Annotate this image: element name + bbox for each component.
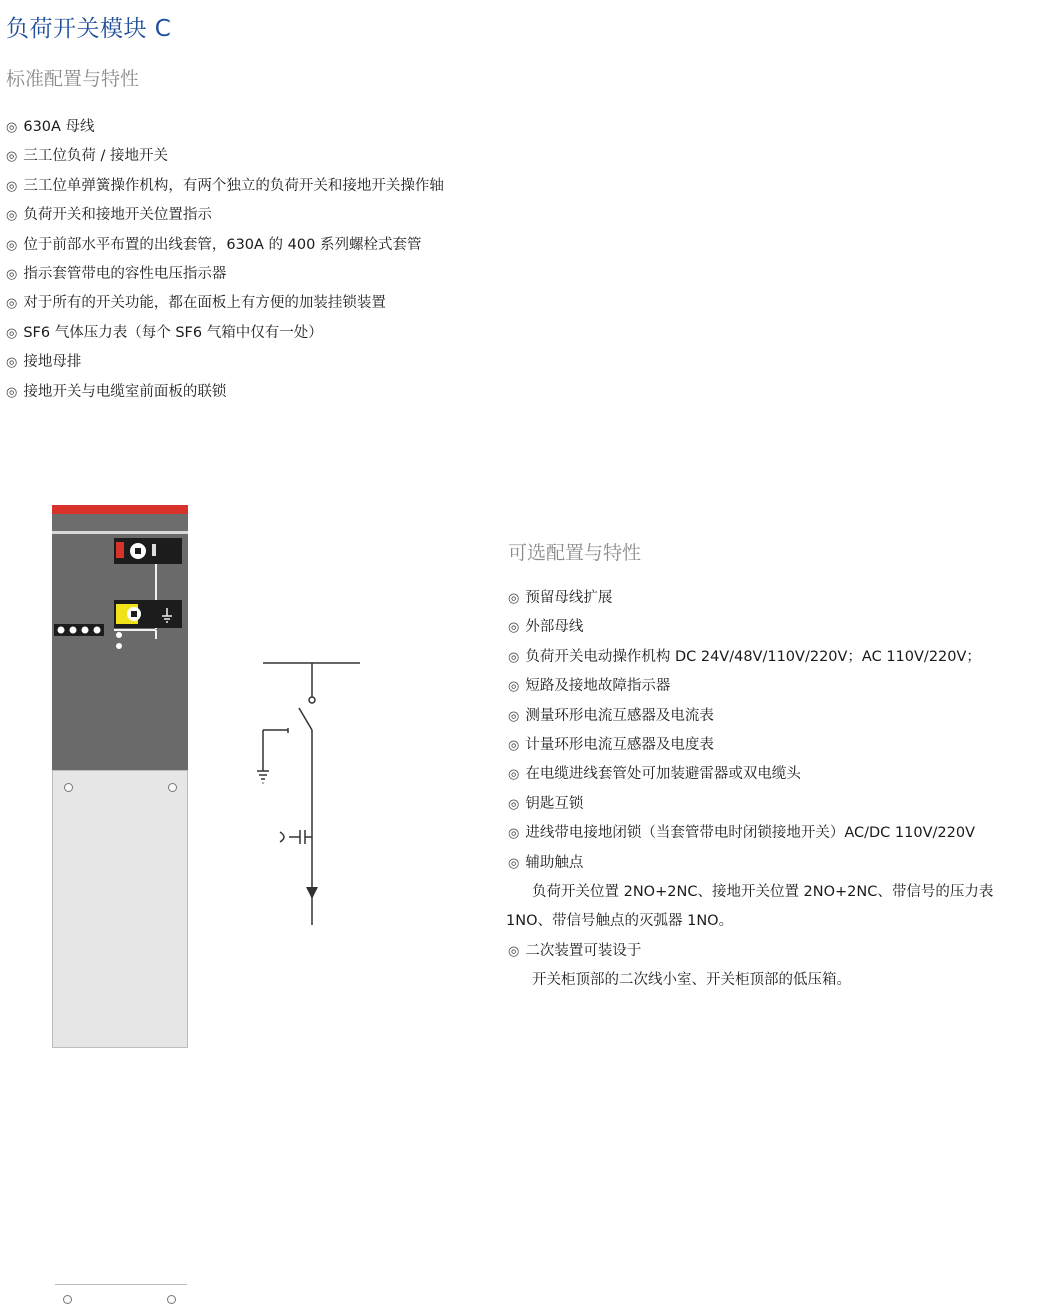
list-item: ◎ 进线带电接地闭锁（当套管带电时闭锁接地开关）AC/DC 110V/220V <box>508 825 975 842</box>
bullet-icon: ◎ <box>508 796 520 812</box>
list-item: ◎ 位于前部水平布置的出线套管，630A 的 400 系列螺栓式套管 <box>6 236 422 253</box>
standard-section-title: 标准配置与特性 <box>6 68 140 90</box>
bullet-icon: ◎ <box>508 855 520 871</box>
list-item: ◎ 外部母线 <box>508 619 584 636</box>
panel-bolt-icon <box>168 783 177 792</box>
list-item: ◎ 测量环形电流互感器及电流表 <box>508 707 714 724</box>
cabinet-upper-panel <box>52 534 188 770</box>
list-item: ◎ SF6 气体压力表（每个 SF6 气箱中仅有一处） <box>6 324 323 341</box>
optional-section-title: 可选配置与特性 <box>508 542 642 564</box>
bullet-icon: ◎ <box>508 738 520 754</box>
list-item: ◎ 630A 母线 <box>6 119 95 135</box>
bullet-icon: ◎ <box>6 325 18 341</box>
list-item: ◎ 预留母线扩展 <box>508 590 613 606</box>
bullet-icon: ◎ <box>6 149 18 165</box>
bullet-icon: ◎ <box>6 267 18 283</box>
cabinet-lower-cable-panel <box>52 770 188 1048</box>
bullet-icon: ◎ <box>508 943 520 959</box>
list-item: ◎ 接地开关与电缆室前面板的联锁 <box>6 383 227 400</box>
list-item: ◎ 计量环形电流互感器及电度表 <box>508 737 714 754</box>
list-item: ◎ 负荷开关和接地开关位置指示 <box>6 207 212 224</box>
bullet-icon: ◎ <box>6 355 18 371</box>
bullet-icon: ◎ <box>6 178 18 194</box>
list-item: ◎ 在电缆进线套管处可加装避雷器或双电缆头 <box>508 766 801 783</box>
standard-features-list <box>6 113 444 407</box>
list-item: ◎ 负荷开关电动操作机构 DC 24V/48V/110V/220V；AC 110V/220V； <box>508 648 981 665</box>
bullet-icon: ◎ <box>508 826 520 842</box>
optional-features-list <box>508 584 1033 996</box>
page-title: 负荷开关模块 C <box>6 16 172 42</box>
bullet-icon: ◎ <box>508 708 520 724</box>
list-item: ◎ 辅助触点 <box>508 854 584 871</box>
bullet-icon: ◎ <box>508 620 520 636</box>
panel-bolt-icon <box>63 1295 72 1304</box>
bullet-icon: ◎ <box>508 767 520 783</box>
list-item: ◎ 三工位单弹簧操作机构，有两个独立的负荷开关和接地开关操作轴 <box>6 177 444 194</box>
bullet-icon: ◎ <box>508 591 520 606</box>
panel-bolt-icon <box>64 783 73 792</box>
bullet-icon: ◎ <box>6 120 18 135</box>
cabinet-top-strip <box>52 514 188 531</box>
switchgear-cabinet-illustration <box>52 505 188 1048</box>
single-line-diagram-icon <box>255 655 375 935</box>
list-item: ◎ 接地母排 <box>6 354 82 371</box>
list-item: ◎ 三工位负荷 / 接地开关 <box>6 148 168 165</box>
bullet-icon: ◎ <box>6 296 18 312</box>
bullet-icon: ◎ <box>6 384 18 400</box>
bullet-icon: ◎ <box>508 649 520 665</box>
cabinet-top-red-band <box>52 505 188 514</box>
cabinet-base <box>55 1284 187 1313</box>
secondary-device-detail: 开关柜顶部的二次线小室、开关柜顶部的低压箱。 <box>532 972 851 989</box>
bullet-icon: ◎ <box>6 237 18 253</box>
bullet-icon: ◎ <box>508 679 520 695</box>
list-item: ◎ 对于所有的开关功能，都在面板上有方便的加装挂锁装置 <box>6 295 386 312</box>
list-item: ◎ 指示套管带电的容性电压指示器 <box>6 266 227 283</box>
list-item: ◎ 二次装置可装设于 <box>508 942 642 959</box>
list-item: ◎ 短路及接地故障指示器 <box>508 678 671 695</box>
bullet-icon: ◎ <box>6 208 18 224</box>
panel-bolt-icon <box>167 1295 176 1304</box>
cabinet-panel-mimic-icon <box>52 534 188 770</box>
list-item: ◎ 钥匙互锁 <box>508 795 584 812</box>
aux-contacts-detail: 负荷开关位置 2NO+2NC、接地开关位置 2NO+2NC、带信号的压力表 1NO、带信号触点的灭弧器 1NO。 <box>506 884 994 930</box>
